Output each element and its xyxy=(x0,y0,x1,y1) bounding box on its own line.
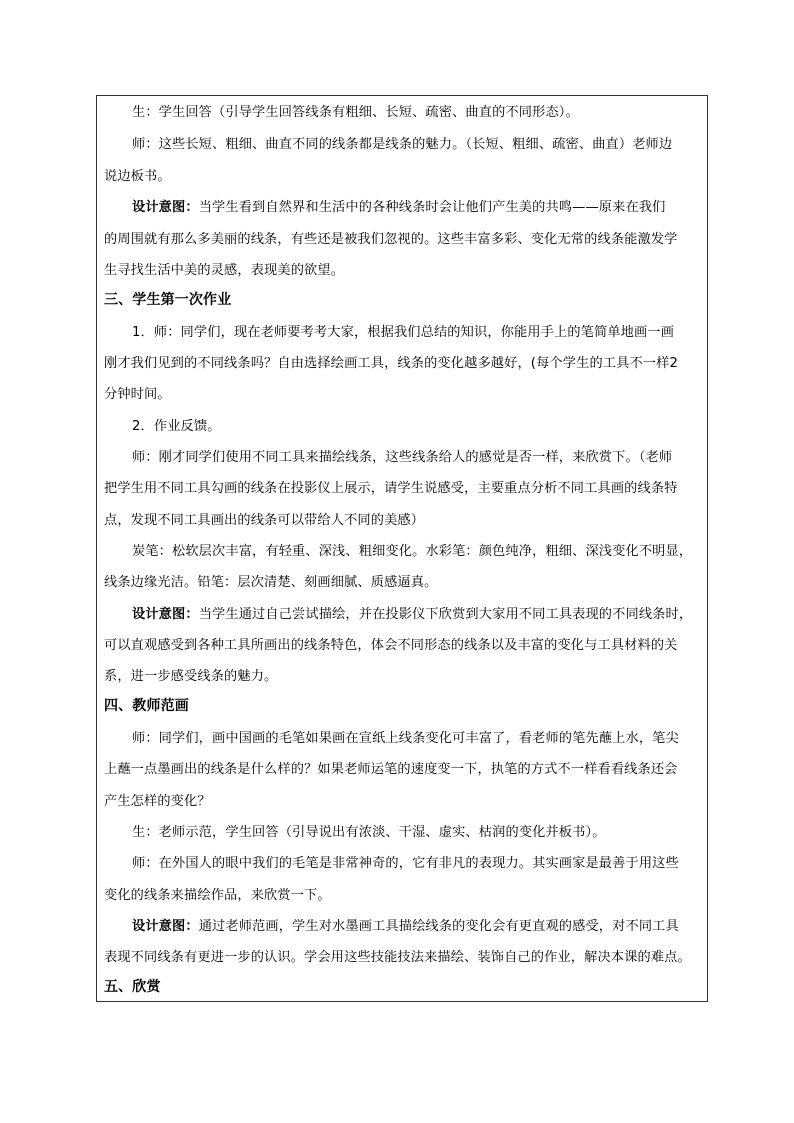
paragraph-task-1-cont: 刚才我们见到的不同线条吗？自由选择绘画工具，线条的变化越多越好，(每个学生的工具不一样2 xyxy=(104,356,679,371)
paragraph-student-demo: 生：老师示范，学生回答（引导说出有浓淡、干湿、虚实、枯润的变化并板书）。 xyxy=(132,825,606,840)
paragraph-task-1: 1．师：同学们，现在老师要考考大家，根据我们总结的知识，你能用手上的笔简单地画一画 xyxy=(132,325,675,340)
paragraph-tools: 炭笔：松软层次丰富，有轻重、深浅、粗细变化。水彩笔：颜色纯净，粗细、深浅变化不明显， xyxy=(132,544,693,559)
paragraph-student-answer: 生：学生回答（引导学生回答线条有粗细、长短、疏密、曲直的不同形态）。 xyxy=(132,105,579,120)
paragraph-design-intent-2: 设计意图：当学生通过自己尝试描绘，并在投影仪下欣赏到大家用不同工具表现的不同线条时， xyxy=(132,607,693,622)
paragraph-task-1-end: 分钟时间。 xyxy=(104,387,171,402)
design-intent-label: 设计意图： xyxy=(132,200,199,215)
paragraph-design-intent-1: 设计意图：当学生看到自然界和生活中的各种线条时会让他们产生美的共鸣——原来在我们 xyxy=(132,200,666,215)
section-heading-3: 三、学生第一次作业 xyxy=(104,292,232,308)
paragraph-teacher-compare-end: 点，发现不同工具画出的线条可以带给人不同的美感） xyxy=(104,513,425,528)
paragraph-teacher-brush-end: 产生怎样的变化？ xyxy=(104,794,211,809)
paragraph-teacher-compare-cont: 把学生用不同工具勾画的线条在投影仪上展示，请学生说感受，主要重点分析不同工具画的线条特 xyxy=(104,481,678,496)
paragraph-teacher-brush-cont: 上蘸一点墨画出的线条是什么样的？如果老师运笔的速度变一下，执笔的方式不一样看看线条还会 xyxy=(104,762,678,777)
paragraph-teacher-line-charm: 师：这些长短、粗细、曲直不同的线条都是线条的魅力。（长短、粗细、疏密、曲直）老师边 xyxy=(132,137,673,152)
paragraph-teacher-line-charm-cont: 说边板书。 xyxy=(104,169,171,184)
paragraph-design-intent-1-cont: 的周围就有那么多美丽的线条，有些还是被我们忽视的。这些丰富多彩、变化无常的线条能激发学 xyxy=(104,232,678,247)
paragraph-teacher-compare: 师：刚才同学们使用不同工具来描绘线条，这些线条给人的感觉是否一样，来欣赏下。（老师 xyxy=(132,450,673,465)
section-heading-4: 四、教师范画 xyxy=(104,698,189,714)
paragraph-design-intent-2-cont: 可以直观感受到各种工具所画出的线条特色，体会不同形态的线条以及丰富的变化与工具材料的关 xyxy=(104,638,678,653)
paragraph-teacher-foreign-cont: 变化的线条来描绘作品，来欣赏一下。 xyxy=(104,888,331,903)
paragraph-design-intent-1-end: 生寻找生活中美的灵感，表现美的欲望。 xyxy=(104,263,345,278)
paragraph-task-2: 2．作业反馈。 xyxy=(132,419,221,434)
paragraph-design-intent-2-end: 系，进一步感受线条的魅力。 xyxy=(104,669,278,684)
design-intent-label: 设计意图： xyxy=(132,607,199,622)
paragraph-teacher-brush: 师：同学们，画中国画的毛笔如果画在宣纸上线条变化可丰富了，看老师的笔先蘸上水，笔尖 xyxy=(132,731,679,746)
paragraph-tools-cont: 线条边缘光洁。铅笔：层次清楚、刻画细腻、质感逼真。 xyxy=(104,575,438,590)
paragraph-design-intent-3-cont: 表现不同线条有更进一步的认识。学会用这些技能技法来描绘、装饰自己的作业，解决本课的难点。 xyxy=(104,950,691,965)
section-heading-5: 五、欣赏 xyxy=(104,979,161,995)
paragraph-teacher-foreign: 师：在外国人的眼中我们的毛笔是非常神奇的，它有非凡的表现力。其实画家是最善于用这些 xyxy=(132,856,679,871)
paragraph-design-intent-3: 设计意图：通过老师范画，学生对水墨画工具描绘线条的变化会有更直观的感受，对不同工具 xyxy=(132,919,679,934)
design-intent-label: 设计意图： xyxy=(132,919,199,934)
